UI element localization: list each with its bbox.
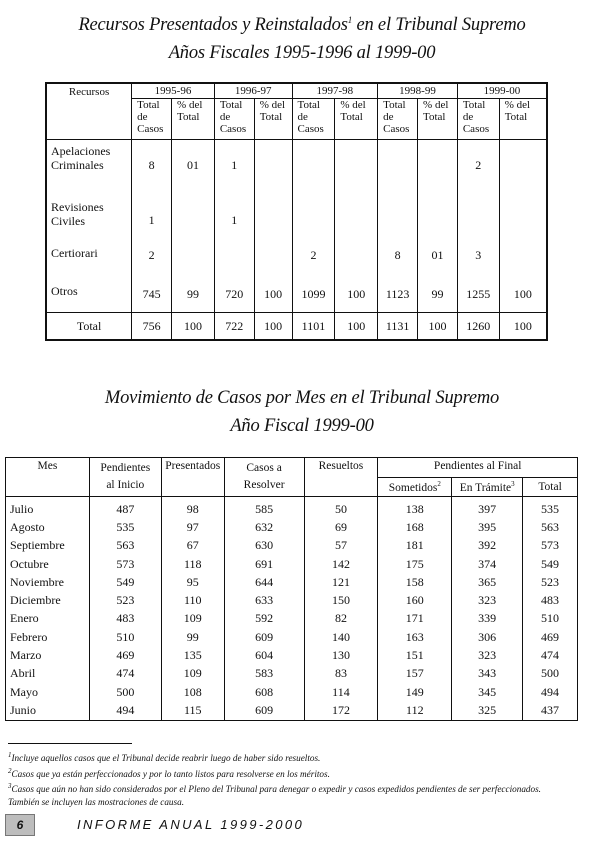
total-row bbox=[46, 313, 547, 341]
cell-value: 573 bbox=[523, 537, 578, 555]
total-casos-header: Total de Casos bbox=[214, 99, 254, 140]
total-value: 1260 bbox=[457, 313, 499, 341]
resueltos-header: Resueltos bbox=[304, 458, 378, 497]
cell-value: 67 bbox=[161, 537, 224, 555]
recursos-header: Recursos bbox=[46, 83, 132, 140]
cell-value: 345 bbox=[452, 683, 523, 701]
cell-value: 469 bbox=[523, 628, 578, 646]
month-label: Enero bbox=[6, 610, 90, 628]
cell-value bbox=[292, 140, 335, 197]
cell-value: 114 bbox=[304, 683, 378, 701]
presentados-header: Presentados bbox=[161, 458, 224, 497]
cell-value bbox=[499, 140, 547, 197]
cell-value: 585 bbox=[224, 497, 304, 519]
cell-value: 325 bbox=[452, 701, 523, 720]
cell-value: 535 bbox=[89, 518, 161, 536]
cell-value: 609 bbox=[224, 628, 304, 646]
cell-value: 633 bbox=[224, 591, 304, 609]
cell-value: 549 bbox=[523, 555, 578, 573]
pct-total-header: % del Total bbox=[172, 99, 215, 140]
cell-value bbox=[418, 196, 458, 240]
month-label: Febrero bbox=[6, 628, 90, 646]
table1-title-line1: Recursos Presentados y Reinstalados$^1$ en el Tribunal Supremo bbox=[78, 15, 526, 36]
cell-value: 99 bbox=[161, 628, 224, 646]
table2-title-line1: Movimiento de Casos por Mes en el Tribunal Supremo bbox=[104, 388, 500, 408]
row-label: Revisiones Civiles bbox=[46, 196, 132, 240]
cell-value: 108 bbox=[161, 683, 224, 701]
cell-value bbox=[214, 240, 254, 278]
year-header: 1999-00 bbox=[457, 83, 547, 99]
cell-value: 181 bbox=[378, 537, 452, 555]
casos-resolver-header: Casos a Resolver bbox=[224, 458, 304, 497]
table-row bbox=[46, 240, 547, 278]
cell-value: 510 bbox=[89, 628, 161, 646]
cell-value: 160 bbox=[378, 591, 452, 609]
total-value: 100 bbox=[499, 313, 547, 341]
cell-value: 109 bbox=[161, 610, 224, 628]
table-row bbox=[6, 665, 578, 683]
cell-value: 172 bbox=[304, 701, 378, 720]
cell-value: 306 bbox=[452, 628, 523, 646]
cell-value: 171 bbox=[378, 610, 452, 628]
row-label: Otros bbox=[46, 278, 132, 313]
cell-value: 112 bbox=[378, 701, 452, 720]
cell-value: 95 bbox=[161, 573, 224, 591]
cell-value: 8 bbox=[378, 240, 418, 278]
cell-value: 168 bbox=[378, 518, 452, 536]
cell-value: 109 bbox=[161, 665, 224, 683]
cell-value: 135 bbox=[161, 646, 224, 664]
cell-value: 630 bbox=[224, 537, 304, 555]
cell-value: 1099 bbox=[292, 278, 335, 313]
pendientes-final-header: Pendientes al Final bbox=[378, 458, 578, 478]
table-row bbox=[6, 591, 578, 609]
cell-value bbox=[335, 140, 378, 197]
cell-value: 158 bbox=[378, 573, 452, 591]
cell-value: 487 bbox=[89, 497, 161, 519]
total-value: 1131 bbox=[378, 313, 418, 341]
footnote: $^3$Casos que aún no han sido considerados por el Pleno del Tribunal para denegar o expedir y casos expedidos pendientes de ser perfeccionados. bbox=[8, 782, 541, 795]
cell-value bbox=[499, 196, 547, 240]
month-label: Diciembre bbox=[6, 591, 90, 609]
cell-value bbox=[254, 196, 292, 240]
cell-value: 83 bbox=[304, 665, 378, 683]
cell-value: 100 bbox=[499, 278, 547, 313]
cell-value bbox=[499, 240, 547, 278]
cell-value: 720 bbox=[214, 278, 254, 313]
table-row bbox=[46, 196, 547, 240]
recursos-table bbox=[45, 82, 548, 341]
cell-value bbox=[457, 196, 499, 240]
cell-value: 573 bbox=[89, 555, 161, 573]
total-value: 722 bbox=[214, 313, 254, 341]
cell-value bbox=[378, 196, 418, 240]
cell-value: 157 bbox=[378, 665, 452, 683]
en-tramite-header: En Trámite$^3$ bbox=[452, 478, 523, 497]
cell-value: 510 bbox=[523, 610, 578, 628]
cell-value: 644 bbox=[224, 573, 304, 591]
table-row bbox=[6, 701, 578, 720]
table1-title-line2: Años Fiscales 1995-1996 al 1999-00 bbox=[168, 43, 436, 64]
month-label: Septiembre bbox=[6, 537, 90, 555]
month-label: Abril bbox=[6, 665, 90, 683]
cell-value: 2 bbox=[292, 240, 335, 278]
cell-value: 632 bbox=[224, 518, 304, 536]
cell-value: 365 bbox=[452, 573, 523, 591]
cell-value bbox=[335, 196, 378, 240]
cell-value: 523 bbox=[89, 591, 161, 609]
cell-value: 745 bbox=[132, 278, 172, 313]
total-header: Total bbox=[523, 478, 578, 497]
footnote: $^1$Incluye aquellos casos que el Tribunal decide reabrir luego de haber sido resueltos. bbox=[8, 751, 321, 764]
pct-total-header: % del Total bbox=[254, 99, 292, 140]
footnote: $^2$Casos que ya están perfeccionados y por lo tanto listos para resolverse en los méritos. bbox=[8, 766, 330, 779]
cell-value: 608 bbox=[224, 683, 304, 701]
cell-value: 549 bbox=[89, 573, 161, 591]
cell-value: 583 bbox=[224, 665, 304, 683]
table-row bbox=[6, 497, 578, 519]
cell-value: 563 bbox=[89, 537, 161, 555]
table-row bbox=[6, 555, 578, 573]
cell-value: 535 bbox=[523, 497, 578, 519]
cell-value bbox=[172, 196, 215, 240]
cell-value: 3 bbox=[457, 240, 499, 278]
cell-value: 115 bbox=[161, 701, 224, 720]
cell-value: 500 bbox=[523, 665, 578, 683]
cell-value: 609 bbox=[224, 701, 304, 720]
page-footer bbox=[5, 814, 599, 836]
year-header: 1996-97 bbox=[214, 83, 292, 99]
cell-value: 100 bbox=[335, 278, 378, 313]
row-label: Certiorari bbox=[46, 240, 132, 278]
cell-value: 392 bbox=[452, 537, 523, 555]
table-row bbox=[6, 683, 578, 701]
month-label: Agosto bbox=[6, 518, 90, 536]
cell-value: 97 bbox=[161, 518, 224, 536]
pendientes-inicio-header: Pendientes al Inicio bbox=[89, 458, 161, 497]
cell-value: 494 bbox=[523, 683, 578, 701]
total-value: 1101 bbox=[292, 313, 335, 341]
cell-value: 469 bbox=[89, 646, 161, 664]
cell-value: 175 bbox=[378, 555, 452, 573]
cell-value: 118 bbox=[161, 555, 224, 573]
cell-value: 339 bbox=[452, 610, 523, 628]
cell-value: 149 bbox=[378, 683, 452, 701]
cell-value: 2 bbox=[132, 240, 172, 278]
mes-header: Mes bbox=[6, 458, 90, 497]
table-row bbox=[6, 646, 578, 664]
table-row bbox=[46, 140, 547, 197]
year-header: 1998-99 bbox=[378, 83, 458, 99]
total-casos-header: Total de Casos bbox=[378, 99, 418, 140]
total-value: 100 bbox=[254, 313, 292, 341]
cell-value: 474 bbox=[523, 646, 578, 664]
cell-value: 151 bbox=[378, 646, 452, 664]
cell-value bbox=[378, 140, 418, 197]
cell-value: 8 bbox=[132, 140, 172, 197]
cell-value bbox=[172, 240, 215, 278]
cell-value: 50 bbox=[304, 497, 378, 519]
cell-value: 397 bbox=[452, 497, 523, 519]
cell-value bbox=[254, 240, 292, 278]
row-label: Apelaciones Criminales bbox=[46, 140, 132, 197]
cell-value: 100 bbox=[254, 278, 292, 313]
total-casos-header: Total de Casos bbox=[132, 99, 172, 140]
cell-value: 150 bbox=[304, 591, 378, 609]
year-header: 1997-98 bbox=[292, 83, 378, 99]
cell-value bbox=[418, 140, 458, 197]
cell-value: 523 bbox=[523, 573, 578, 591]
cell-value: 01 bbox=[172, 140, 215, 197]
notes-divider bbox=[8, 743, 132, 744]
total-casos-header: Total de Casos bbox=[457, 99, 499, 140]
cell-value: 483 bbox=[89, 610, 161, 628]
cell-value: 1255 bbox=[457, 278, 499, 313]
cell-value: 323 bbox=[452, 646, 523, 664]
table-row bbox=[6, 518, 578, 536]
cell-value: 437 bbox=[523, 701, 578, 720]
pct-total-header: % del Total bbox=[418, 99, 458, 140]
sometidos-header: Sometidos$^2$ bbox=[378, 478, 452, 497]
cell-value: 99 bbox=[418, 278, 458, 313]
cell-value: 1 bbox=[132, 196, 172, 240]
table-row bbox=[6, 628, 578, 646]
cell-value: 142 bbox=[304, 555, 378, 573]
cell-value bbox=[292, 196, 335, 240]
cell-value: 163 bbox=[378, 628, 452, 646]
cell-value: 82 bbox=[304, 610, 378, 628]
movimiento-table bbox=[5, 457, 578, 721]
cell-value: 121 bbox=[304, 573, 378, 591]
cell-value: 604 bbox=[224, 646, 304, 664]
pct-total-header: % del Total bbox=[499, 99, 547, 140]
cell-value: 592 bbox=[224, 610, 304, 628]
cell-value: 140 bbox=[304, 628, 378, 646]
report-title: INFORME ANUAL 1999-2000 bbox=[77, 817, 305, 832]
cell-value: 323 bbox=[452, 591, 523, 609]
month-label: Octubre bbox=[6, 555, 90, 573]
total-casos-header: Total de Casos bbox=[292, 99, 335, 140]
cell-value: 69 bbox=[304, 518, 378, 536]
total-value: 100 bbox=[172, 313, 215, 341]
cell-value: 1 bbox=[214, 140, 254, 197]
cell-value: 483 bbox=[523, 591, 578, 609]
cell-value: 110 bbox=[161, 591, 224, 609]
cell-value: 374 bbox=[452, 555, 523, 573]
total-value: 100 bbox=[418, 313, 458, 341]
footnotes bbox=[8, 749, 600, 809]
table-row bbox=[6, 610, 578, 628]
month-label: Junio bbox=[6, 701, 90, 720]
total-label: Total bbox=[46, 313, 132, 341]
table-row bbox=[46, 278, 547, 313]
cell-value: 57 bbox=[304, 537, 378, 555]
month-label: Julio bbox=[6, 497, 90, 519]
table-row bbox=[6, 573, 578, 591]
cell-value: 98 bbox=[161, 497, 224, 519]
page-number: 6 bbox=[5, 814, 35, 836]
cell-value: 474 bbox=[89, 665, 161, 683]
cell-value: 494 bbox=[89, 701, 161, 720]
table1-title bbox=[0, 6, 604, 67]
cell-value: 395 bbox=[452, 518, 523, 536]
table2-title-line2: Año Fiscal 1999-00 bbox=[230, 416, 374, 436]
cell-value: 691 bbox=[224, 555, 304, 573]
month-label: Noviembre bbox=[6, 573, 90, 591]
cell-value: 130 bbox=[304, 646, 378, 664]
cell-value: 01 bbox=[418, 240, 458, 278]
month-label: Mayo bbox=[6, 683, 90, 701]
month-label: Marzo bbox=[6, 646, 90, 664]
total-value: 100 bbox=[335, 313, 378, 341]
cell-value bbox=[254, 140, 292, 197]
table-row bbox=[6, 537, 578, 555]
cell-value bbox=[335, 240, 378, 278]
year-header: 1995-96 bbox=[132, 83, 215, 99]
cell-value: 99 bbox=[172, 278, 215, 313]
cell-value: 1123 bbox=[378, 278, 418, 313]
cell-value: 563 bbox=[523, 518, 578, 536]
cell-value: 138 bbox=[378, 497, 452, 519]
table2-title bbox=[0, 384, 604, 440]
cell-value: 343 bbox=[452, 665, 523, 683]
total-value: 756 bbox=[132, 313, 172, 341]
footnote: También se incluyen las mostraciones de causa. bbox=[8, 796, 184, 807]
pct-total-header: % del Total bbox=[335, 99, 378, 140]
cell-value: 2 bbox=[457, 140, 499, 197]
cell-value: 500 bbox=[89, 683, 161, 701]
cell-value: 1 bbox=[214, 196, 254, 240]
